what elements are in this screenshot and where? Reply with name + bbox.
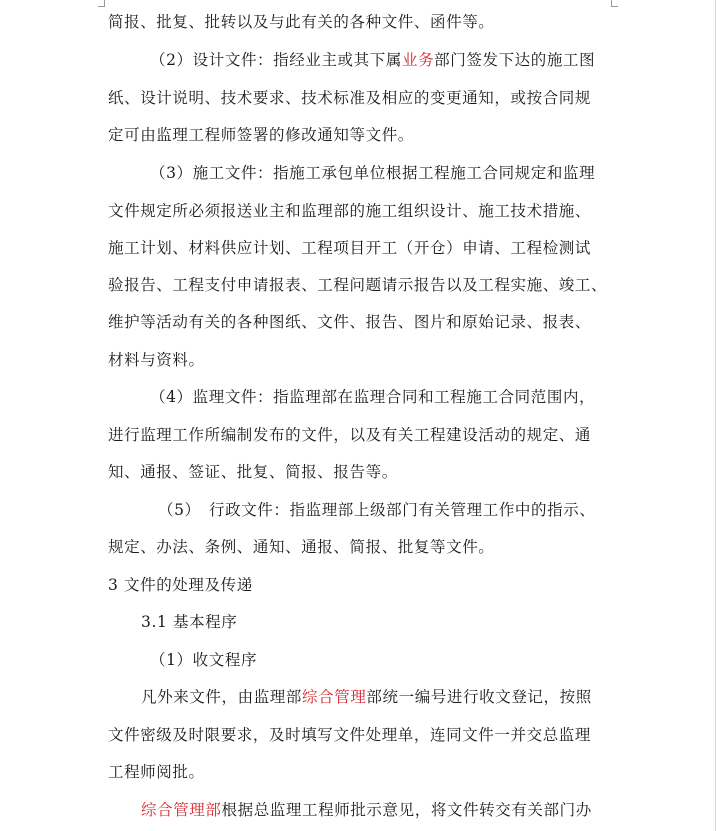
text-run: 纸、设计说明、技术要求、技术标准及相应的变更通知，或按合同规 xyxy=(108,89,592,107)
text-line xyxy=(158,500,595,520)
text-line xyxy=(141,687,592,707)
text-run: 施工计划、材料供应计划、工程项目开工（开仓）申请、工程检测试 xyxy=(108,239,592,257)
text-line xyxy=(108,238,591,258)
margin-corner-mark-left xyxy=(98,0,105,7)
text-line xyxy=(108,312,591,332)
text-line xyxy=(150,387,595,407)
text-line xyxy=(141,612,237,632)
text-line xyxy=(141,800,592,820)
text-run: 维护等活动有关的各种图纸、文件、报告、图片和原始记录、报表、 xyxy=(108,313,592,331)
text-run: （5） 行政文件：指监理部上级部门有关管理工作中的指示、 xyxy=(158,501,596,519)
text-line xyxy=(108,125,414,145)
text-line xyxy=(108,275,607,295)
text-run: （3）施工文件：指施工承包单位根据工程施工合同规定和监理 xyxy=(150,164,596,182)
text-run: 材料与资料。 xyxy=(108,351,205,369)
highlighted-term: 综合管理部 xyxy=(141,801,222,819)
text-run: 文件密级及时限要求，及时填写文件处理单，连同文件一并交总监理 xyxy=(108,726,592,744)
text-line xyxy=(108,537,494,557)
text-run: 凡外来文件，由监理部 xyxy=(141,688,303,706)
text-line xyxy=(150,50,595,70)
text-run: 部门签发下达的施工图 xyxy=(434,51,596,69)
text-run: 验报告、工程支付申请报表、工程问题请示报告以及工程实施、竣工、 xyxy=(108,276,608,294)
text-run: 根据总监理工程师批示意见，将文件转交有关部门办 xyxy=(221,801,592,819)
text-line xyxy=(108,725,591,745)
text-line xyxy=(108,350,205,370)
text-run: 文件规定所必须报送业主和监理部的施工组织设计、施工技术措施、 xyxy=(108,202,592,220)
text-run: 3.1 基本程序 xyxy=(141,613,238,631)
text-run: 定可由监理工程师签署的修改通知等文件。 xyxy=(108,126,414,144)
highlighted-term: 业务 xyxy=(401,51,435,69)
text-run: 规定、办法、条例、通知、通报、简报、批复等文件。 xyxy=(108,538,495,556)
text-run: （2）设计文件：指经业主或其下属 xyxy=(150,51,402,69)
text-run: 进行监理工作所编制发布的文件，以及有关工程建设活动的规定、通 xyxy=(108,426,592,444)
text-line xyxy=(108,12,494,32)
text-run: （4）监理文件：指监理部在监理合同和工程施工合同范围内， xyxy=(150,388,596,406)
text-line xyxy=(108,575,253,595)
text-run: 知、通报、签证、批复、简报、报告等。 xyxy=(108,463,398,481)
highlighted-term: 综合管理 xyxy=(302,688,367,706)
text-line xyxy=(150,163,595,183)
text-line xyxy=(108,762,205,782)
text-run: （1）收文程序 xyxy=(150,651,258,669)
text-run: 3 文件的处理及传递 xyxy=(108,576,253,594)
text-line xyxy=(108,201,591,221)
text-run: 工程师阅批。 xyxy=(108,763,205,781)
text-line xyxy=(150,650,257,670)
text-run: 简报、批复、批转以及与此有关的各种文件、函件等。 xyxy=(108,13,495,31)
text-line xyxy=(108,88,591,108)
margin-corner-mark-right xyxy=(611,0,618,7)
text-run: 部统一编号进行收文登记，按照 xyxy=(366,688,592,706)
text-line xyxy=(108,462,398,482)
text-line xyxy=(108,425,591,445)
